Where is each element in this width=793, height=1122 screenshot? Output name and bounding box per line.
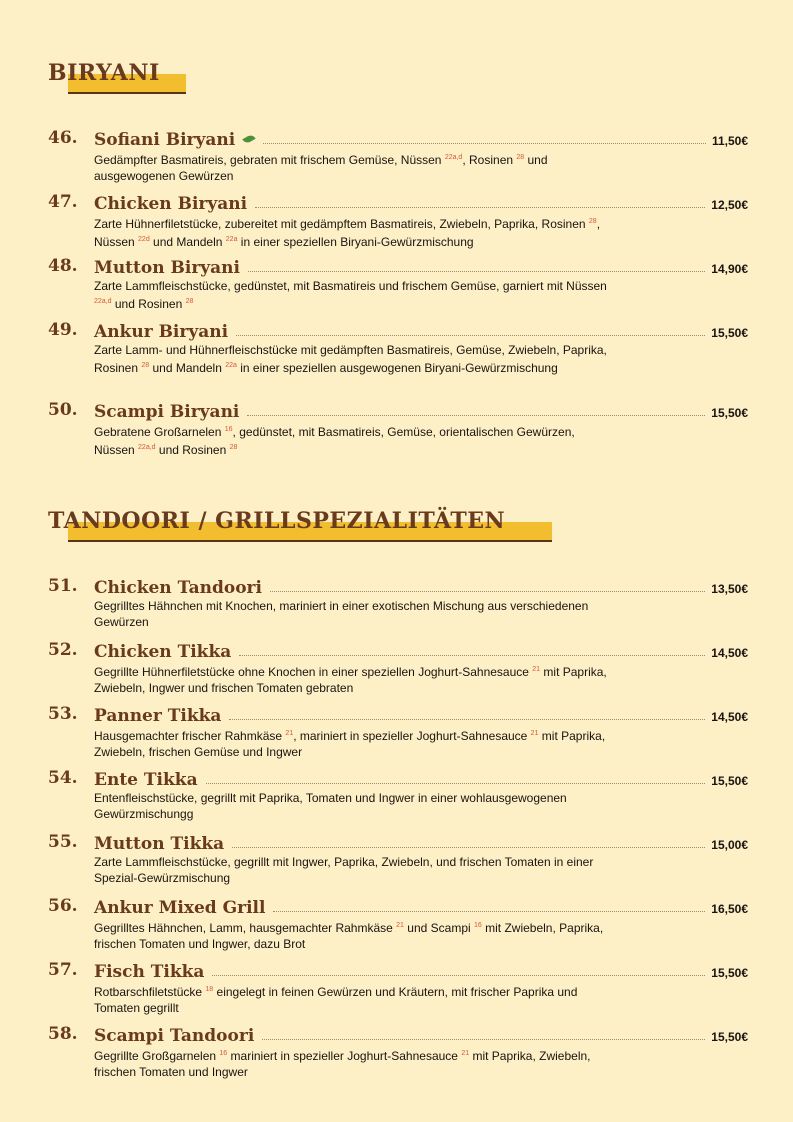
item-description: Zarte Lamm- und Hühnerfleischstücke mit gedämpften Basmatireis, Gemüse, Zwiebeln, Paprika, Rosinen $^{28}$ und Mandeln $^{22a}$ in einer speziellen ausgewogenen Biryani-Gewürzmischung bbox=[94, 343, 607, 375]
item-description: Gebratene Großarnelen $^{16}$, gedünstet, mit Basmatireis, Gemüse, orientalischen Gewürzen, Nüssen $^{22a,d}$ und Rosinen $^{28}$ bbox=[94, 425, 575, 457]
item-number: 46. bbox=[48, 128, 78, 148]
section-title-text: BIRYANI bbox=[48, 60, 160, 86]
item-description: Zarte Lammfleischstücke, gedünstet, mit Basmatireis und frischem Gemüse, garniert mit Nüssen $^{22a,d}$ und Rosinen $^{28}$ bbox=[94, 279, 607, 311]
dot-leader bbox=[262, 1039, 705, 1040]
item-number: 50. bbox=[48, 400, 78, 420]
item-price: 15,50€ bbox=[711, 406, 748, 420]
dot-leader bbox=[247, 415, 705, 416]
item-description: Entenfleischstücke, gegrillt mit Paprika, Tomaten und Ingwer in einer wohlausgewogenen Gewürzmischungg bbox=[94, 791, 567, 821]
item-name: Ankur Biryani bbox=[94, 322, 229, 342]
item-description: Gegrillte Hühnerfiletstücke ohne Knochen in einer speziellen Joghurt-Sahnesauce $^{21}$ mit Paprika, Zwiebeln, Ingwer und frischen Tomaten gebraten bbox=[94, 665, 607, 695]
item-price: 13,50€ bbox=[711, 582, 748, 596]
item-description: Hausgemachter frischer Rahmkäse $^{21}$, mariniert in spezieller Joghurt-Sahnesauce $^{21}$ mit Paprika, Zwiebeln, frischen Gemüse und Ingwer bbox=[94, 729, 606, 759]
section-title bbox=[48, 60, 748, 100]
item-price: 15,50€ bbox=[711, 774, 748, 788]
item-price: 14,90€ bbox=[711, 262, 748, 276]
item-description: Gegrilltes Hähnchen, Lamm, hausgemachter Rahmkäse $^{21}$ und Scampi $^{16}$ mit Zwiebeln, Paprika, frischen Tomaten und Ingwer, dazu Brot bbox=[94, 921, 604, 951]
item-description: Zarte Lammfleischstücke, gegrillt mit Ingwer, Paprika, Zwiebeln, und frischen Tomaten in einer Spezial-Gewürzmischung bbox=[94, 855, 594, 885]
item-description: Gedämpfter Basmatireis, gebraten mit frischem Gemüse, Nüssen $^{22a,d}$, Rosinen $^{28}$ und ausgewogenen Gewürzen bbox=[94, 153, 548, 183]
dot-leader bbox=[229, 719, 705, 720]
section-tandoori bbox=[48, 508, 748, 548]
dot-leader bbox=[255, 207, 705, 208]
item-price: 11,50€ bbox=[711, 134, 748, 148]
item-number: 51. bbox=[48, 576, 78, 596]
item-price: 12,50€ bbox=[711, 198, 748, 212]
item-name: Sofiani Biryani bbox=[94, 130, 236, 150]
dot-leader bbox=[236, 335, 705, 336]
item-name: Chicken Biryani bbox=[94, 194, 248, 214]
dot-leader bbox=[270, 591, 705, 592]
item-name: Fisch Tikka bbox=[94, 962, 205, 982]
dot-leader bbox=[248, 271, 705, 272]
section-biryani bbox=[48, 60, 748, 100]
item-price: 15,00€ bbox=[711, 838, 748, 852]
item-number: 54. bbox=[48, 768, 78, 788]
item-name: Mutton Tikka bbox=[94, 834, 225, 854]
item-number: 52. bbox=[48, 640, 78, 660]
item-name: Ente Tikka bbox=[94, 770, 198, 790]
item-name: Chicken Tikka bbox=[94, 642, 232, 662]
item-description: Gegrilltes Hähnchen mit Knochen, mariniert in einer exotischen Mischung aus verschiedenen Gewürzen bbox=[94, 599, 589, 629]
item-number: 57. bbox=[48, 960, 78, 980]
item-name: Scampi Tandoori bbox=[94, 1026, 255, 1046]
item-number: 49. bbox=[48, 320, 78, 340]
item-name: Mutton Biryani bbox=[94, 258, 240, 278]
item-number: 53. bbox=[48, 704, 78, 724]
dot-leader bbox=[206, 783, 706, 784]
item-price: 15,50€ bbox=[711, 326, 748, 340]
item-description: Gegrillte Großgarnelen $^{16}$ mariniert in spezieller Joghurt-Sahnesauce $^{21}$ mit Paprika, Zwiebeln, frischen Tomaten und Ingwer bbox=[94, 1049, 591, 1079]
item-number: 47. bbox=[48, 192, 78, 212]
dot-leader bbox=[263, 143, 706, 144]
item-name: Ankur Mixed Grill bbox=[94, 898, 266, 918]
section-title bbox=[48, 508, 748, 548]
item-price: 15,50€ bbox=[711, 1030, 748, 1044]
item-name: Scampi Biryani bbox=[94, 402, 240, 422]
item-price: 16,50€ bbox=[711, 902, 748, 916]
dot-leader bbox=[212, 975, 705, 976]
item-price: 14,50€ bbox=[711, 710, 748, 724]
item-number: 58. bbox=[48, 1024, 78, 1044]
vegetarian-leaf-icon bbox=[243, 133, 256, 144]
item-price: 15,50€ bbox=[711, 966, 748, 980]
dot-leader bbox=[232, 847, 705, 848]
item-number: 55. bbox=[48, 832, 78, 852]
item-name: Chicken Tandoori bbox=[94, 578, 262, 598]
item-description: Zarte Hühnerfiletstücke, zubereitet mit gedämpftem Basmatireis, Zwiebeln, Paprika, Rosinen $^{28}$, Nüssen $^{22d}$ und Mandeln $^{22a}$ in einer speziellen Biryani-Gewürzmischung bbox=[94, 217, 601, 249]
item-number: 56. bbox=[48, 896, 78, 916]
section-title-text: TANDOORI / GRILLSPEZIALITÄTEN bbox=[48, 508, 506, 534]
dot-leader bbox=[239, 655, 705, 656]
dot-leader bbox=[273, 911, 705, 912]
item-price: 14,50€ bbox=[711, 646, 748, 660]
item-name: Panner Tikka bbox=[94, 706, 222, 726]
item-number: 48. bbox=[48, 256, 78, 276]
item-description: Rotbarschfiletstücke $^{18}$ eingelegt in feinen Gewürzen und Kräutern, mit frischer Paprika und Tomaten gegrillt bbox=[94, 985, 578, 1015]
